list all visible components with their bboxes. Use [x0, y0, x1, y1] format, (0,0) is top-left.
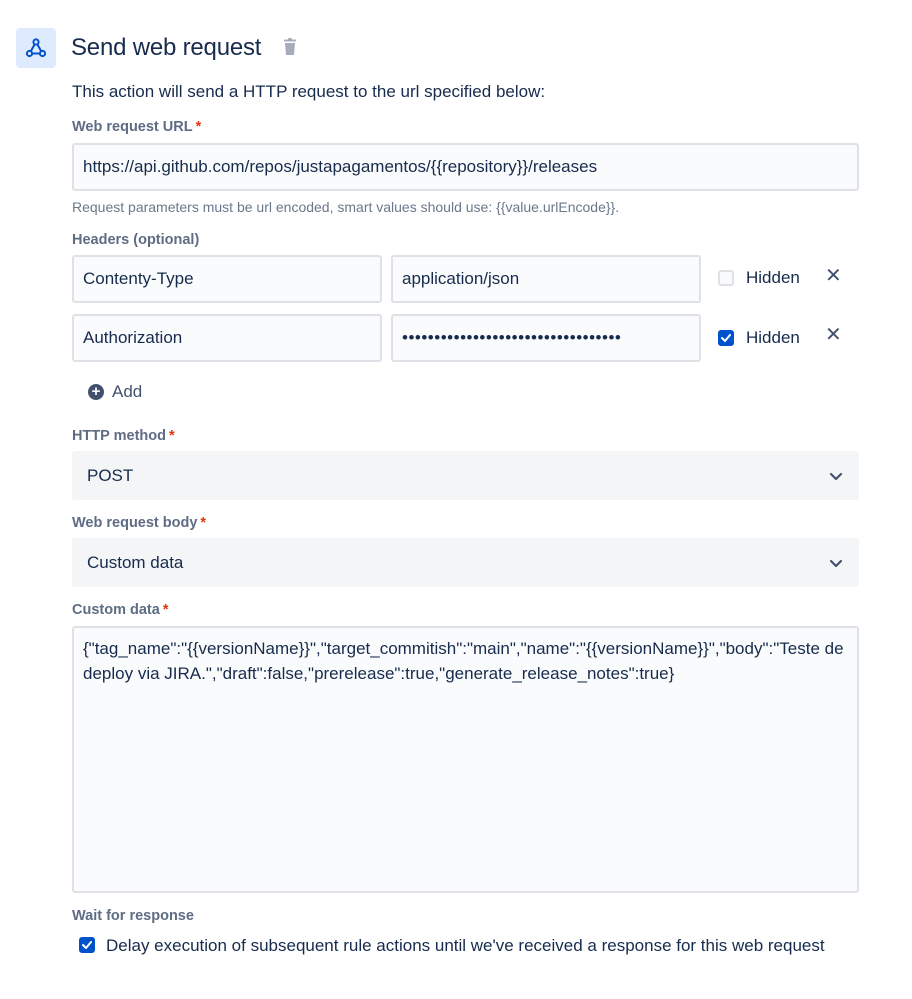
url-label — [72, 118, 201, 136]
method-label-text: HTTP method — [72, 428, 166, 444]
custom-data-label-text: Custom data — [72, 602, 160, 618]
header-value-input[interactable]: •••••••••••••••••••••••••••••••••• — [391, 314, 701, 362]
required-mark: * — [195, 119, 202, 135]
body-label — [72, 514, 206, 532]
header-hidden-toggle[interactable] — [718, 328, 800, 348]
action-description: This action will send a HTTP request to the url specified below: — [72, 82, 546, 101]
method-label — [72, 427, 175, 445]
required-mark: * — [200, 515, 207, 531]
headers-label: Headers (optional) — [72, 232, 200, 248]
remove-header-icon[interactable]: ✕ — [825, 324, 842, 346]
body-label-text: Web request body — [72, 515, 198, 531]
custom-data-textarea[interactable]: {"tag_name":"{{versionName}}","target_commitish":"main","name":"{{versionName}}","body":"Teste de deploy via JIRA.","draft":false,"prerelease":true,"generate_release_notes":true} — [72, 626, 859, 893]
webhook-icon — [16, 28, 56, 68]
url-label-text: Web request URL — [72, 119, 193, 135]
hidden-label: Hidden — [746, 268, 800, 287]
checkbox-unchecked[interactable] — [718, 270, 734, 286]
trash-icon[interactable] — [282, 38, 298, 56]
remove-header-icon[interactable]: ✕ — [825, 265, 842, 287]
header-key-input[interactable]: Authorization — [72, 314, 382, 362]
wait-checkbox-label[interactable]: Delay execution of subsequent rule actions until we've received a response for this web request — [106, 936, 825, 955]
hidden-label: Hidden — [746, 328, 800, 347]
method-select[interactable] — [72, 451, 859, 500]
custom-data-label — [72, 601, 168, 619]
add-header-button[interactable] — [88, 382, 142, 402]
chevron-down-icon — [828, 555, 844, 571]
url-help-text: Request parameters must be url encoded, smart values should use: {{value.urlEncode}}. — [72, 199, 620, 215]
page-title: Send web request — [71, 34, 262, 61]
chevron-down-icon — [828, 468, 844, 484]
header-hidden-toggle[interactable] — [718, 268, 800, 288]
required-mark: * — [162, 602, 169, 618]
body-type-select[interactable] — [72, 538, 859, 587]
url-input[interactable]: https://api.github.com/repos/justapagamentos/{{repository}}/releases — [72, 143, 859, 191]
wait-checkbox[interactable] — [79, 937, 95, 953]
header-value-input[interactable]: application/json — [391, 255, 701, 303]
required-mark: * — [168, 428, 175, 444]
body-type-select-value: Custom data — [87, 552, 184, 572]
checkbox-checked[interactable] — [718, 330, 734, 346]
wait-label: Wait for response — [72, 908, 194, 924]
method-select-value: POST — [87, 465, 134, 485]
add-circle-icon: + — [88, 384, 104, 400]
header-key-input[interactable]: Contenty-Type — [72, 255, 382, 303]
add-label: Add — [112, 382, 143, 401]
